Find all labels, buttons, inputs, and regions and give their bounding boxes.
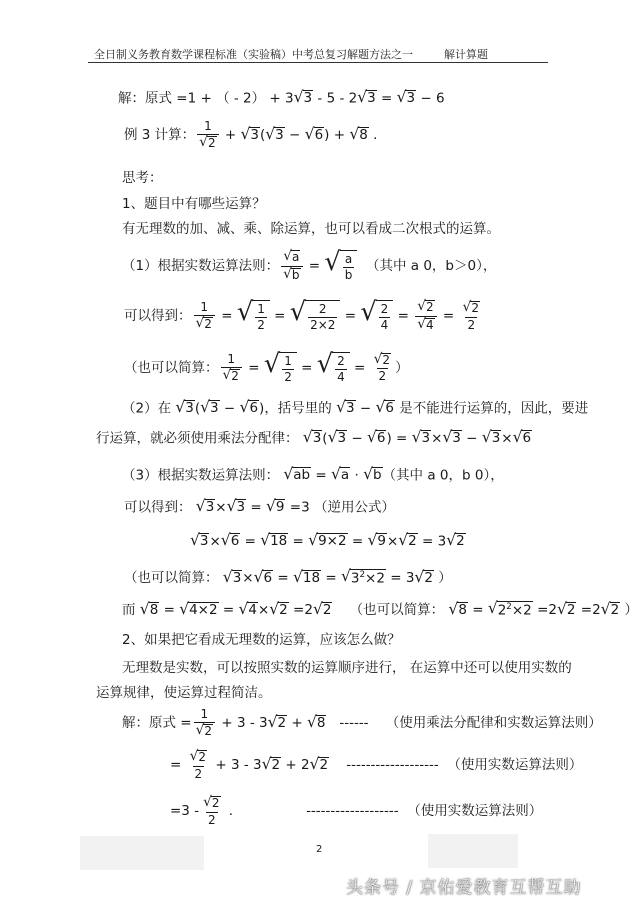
rule-3-result: 可以得到： √ 3 × √ 3 = √ 9 =3 （逆用公式） — [124, 497, 395, 516]
header-title: 全日制义务教育数学课程标准（实验稿）中考总复习解题方法之一 — [94, 48, 413, 61]
solution-step-2: = √ 2 2 + 3 - 3 √ 2 + 2 √ 2 ------------------- （使用实数运算法则） — [170, 748, 583, 781]
rule-3-calc: √ 3 × √ 6 = √ 18 = √ 9×2 = √ 9 × √ 2 = 3 √ 2 — [190, 531, 465, 550]
sqrt-8-line: 而 √ 8 = √ 4×2 = √ 4 × √ 2 =2 √ 2 （也可以简算： √ 8 = √ $2^2\times 2$ =2 √ 2 =2 √ 2 ） — [122, 599, 638, 619]
scan-smudge-left — [80, 836, 204, 870]
rule-1: （1）根据实数运算法则： √ a √ b = √ $\frac{a}{b}$ （其中 a 0，b＞0）， — [122, 247, 497, 283]
rule-1-result: 可以得到： 1 √ 2 = √ $\frac{1}{2}$ = √ $\frac{2}{2\times 2}$ = √ $\frac{2}{4}$ = √ 2 √ 4 = √ 2 2 — [124, 297, 479, 333]
header-section: 解计算题 — [444, 48, 488, 61]
watermark: 头条号 / 京佑爱教育互帮互助 — [346, 878, 582, 898]
rule-2-continued: 行运算，就必须使用乘法分配律： √ 3 ( √ 3 − √ 6 ) = √ 3 × √ 3 − √ 3 × √ 6 — [96, 428, 532, 447]
header-rule — [88, 62, 548, 63]
question-1: 1、题目中有哪些运算？ — [122, 196, 266, 212]
page-number: 2 — [316, 844, 323, 855]
fraction-one-over-sqrt2: 1 √ 2 — [197, 120, 218, 151]
rule-3: （3）根据实数运算法则： √ ab = √ a · √ b （其中 a 0，b 0）， — [122, 465, 504, 484]
example-3: 例 3 计算： 1 √ 2 + √ 3 ( √ 3 − √ 6 ) + √ 8 . — [124, 119, 378, 151]
scan-smudge-right — [428, 834, 518, 868]
rule-2: （2）在 √ 3 ( √ 3 − √ 6 )，括号里的 √ 3 − √ 6 是不能进行运算的，因此，要进 — [122, 398, 589, 417]
solution-step-3: =3 - √ 2 2 . ------------------- （使用实数运算法则） — [170, 794, 543, 827]
answer-2-line-1: 无理数是实数，可以按照实数的运算顺序进行， 在运算中还可以使用实数的 — [122, 660, 572, 676]
rule-3-simplified: （也可以简算： √ 3 × √ 6 = √ 18 = √ $3^2\times 2$ = 3 √ 2 ） — [124, 567, 452, 587]
rule-1-simplified: （也可以简算： 1 √ 2 = √ $\frac{1}{2}$ = √ $\frac{2}{4}$ = √ 2 2 ） — [124, 349, 409, 385]
answer-1: 有无理数的加、减、乘、除运算，也可以看成二次根式的运算。 — [122, 221, 500, 237]
answer-2-line-2: 运算规律，使运算过程简洁。 — [96, 685, 272, 701]
solution-step-1: 解：原式 = 1 √ 2 + 3 - 3 √ 2 + √ 8 ------ （使用乘法分配律和实数运算法则） — [122, 707, 602, 739]
think-heading: 思考： — [122, 170, 163, 186]
question-2: 2、如果把它看成无理数的运算，应该怎么做？ — [122, 632, 401, 648]
solution-line-1: 解：原式 =1 + （ - 2） + 3 √ 3 - 5 - 2 √ 3 = √ 3 − 6 — [118, 88, 445, 107]
sqrt-3: √ 3 — [293, 88, 313, 106]
